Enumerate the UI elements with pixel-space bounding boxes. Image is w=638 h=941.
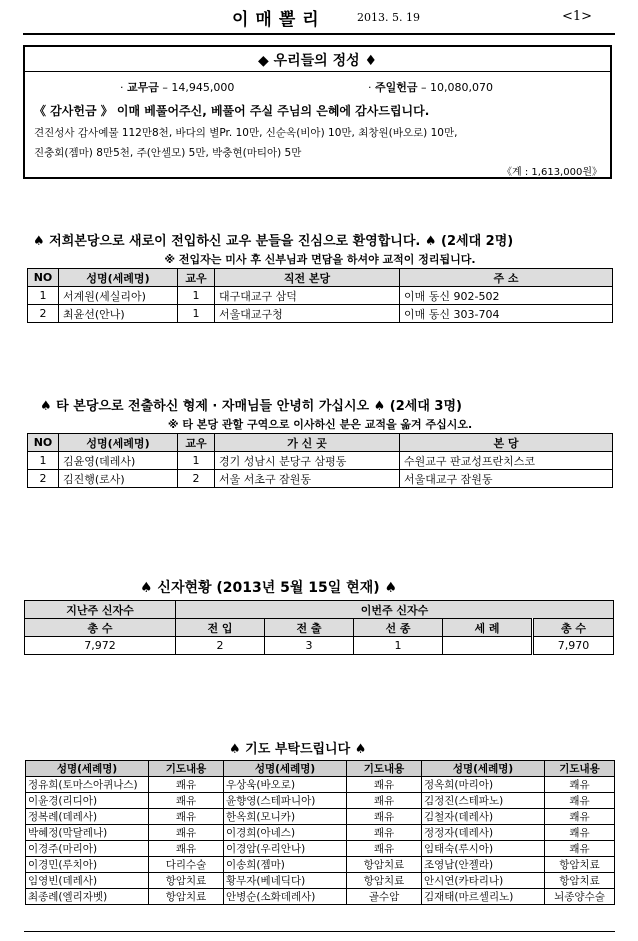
welcome-table xyxy=(27,268,613,323)
table-row xyxy=(28,452,613,470)
prayer-name: 이경암(우리안나) xyxy=(224,841,347,857)
row-destination: 경기 성남시 분당구 삼평동 xyxy=(215,452,400,470)
welcome-heading: ♠ 저희본당으로 새로이 전입하신 교우 분들을 진심으로 환영합니다. ♠ (2세대 2명) xyxy=(33,234,514,249)
table-row xyxy=(26,825,615,841)
issue-date: 2013. 5. 19 xyxy=(357,11,420,24)
prayer-request: 쾌유 xyxy=(347,825,422,841)
prayer-name: 안병순(소화데레사) xyxy=(224,889,347,905)
prayer-request: 쾌유 xyxy=(545,793,615,809)
row-count: 1 xyxy=(178,287,215,305)
row-prev-parish: 대구대교구 삼덕 xyxy=(215,287,400,305)
prayer-request: 항암치료 xyxy=(545,857,615,873)
last-week-label: 지난주 신자수 xyxy=(25,601,176,619)
row-no: 2 xyxy=(28,470,59,488)
dues-value: 14,945,000 xyxy=(171,81,235,94)
table-header-row xyxy=(28,434,613,452)
prayer-name: 정유희(토마스아퀴나스) xyxy=(26,777,149,793)
table-row xyxy=(26,873,615,889)
prayer-rows xyxy=(26,777,615,905)
welcome-note: ※ 전입자는 미사 후 신부님과 면담을 하셔야 교적이 정리됩니다. xyxy=(164,253,476,266)
prayer-name: 김재태(마르셀리노) xyxy=(422,889,545,905)
col-address: 주 소 xyxy=(400,269,613,287)
dues-label: 교무금 xyxy=(127,81,159,94)
prayer-request: 쾌유 xyxy=(149,841,224,857)
move-in-value: 2 xyxy=(176,637,265,655)
prayer-name: 정옥희(마리아) xyxy=(422,777,545,793)
prayer-heading: ♠ 기도 부탁드립니다 ♠ xyxy=(229,742,367,757)
prayer-request: 쾌유 xyxy=(545,777,615,793)
row-no: 1 xyxy=(28,452,59,470)
col-no: NO xyxy=(28,269,59,287)
header-divider xyxy=(23,33,615,35)
col-request-3: 기도내용 xyxy=(545,761,615,777)
prayer-request: 항암치료 xyxy=(149,889,224,905)
prayer-request: 쾌유 xyxy=(347,809,422,825)
table-row xyxy=(26,777,615,793)
prayer-name: 임영빈(데레사) xyxy=(26,873,149,889)
col-baptism: 세 례 xyxy=(443,619,533,637)
move-out-value: 3 xyxy=(265,637,354,655)
prayer-header-row xyxy=(26,761,615,777)
prayer-name: 박혜정(막달레나) xyxy=(26,825,149,841)
offering-box xyxy=(23,45,612,179)
prayer-request: 쾌유 xyxy=(545,809,615,825)
row-name: 서계원(세실리아) xyxy=(59,287,178,305)
row-name: 김윤영(데레사) xyxy=(59,452,178,470)
prayer-request: 쾌유 xyxy=(347,793,422,809)
sunday-label: 주일헌금 xyxy=(375,81,418,94)
this-total-value: 7,970 xyxy=(533,637,614,655)
row-count: 2 xyxy=(178,470,215,488)
prayer-name: 황무자(베네딕다) xyxy=(224,873,347,889)
thanks-total: 《계 : 1,613,000원》 xyxy=(502,167,602,178)
prayer-request: 쾌유 xyxy=(149,809,224,825)
col-move-in: 전 입 xyxy=(176,619,265,637)
believers-heading: ♠ 신자현황 (2013년 5월 15일 현재) ♠ xyxy=(140,580,398,596)
last-total-value: 7,972 xyxy=(25,637,176,655)
prayer-request: 쾌유 xyxy=(347,777,422,793)
sunday-value: 10,080,070 xyxy=(430,81,493,94)
prayer-name: 정복례(데레사) xyxy=(26,809,149,825)
row-prev-parish: 서울대교구청 xyxy=(215,305,400,323)
row-name: 김진행(로사) xyxy=(59,470,178,488)
col-no: NO xyxy=(28,434,59,452)
donors-line-1: 견진성사 감사예물 112만8천, 바다의 별Pr. 10만, 신순옥(비아) 10만, 최창원(바오로) 10만, xyxy=(34,127,458,139)
offering-total-dues: · 교무금 – 14,945,000 xyxy=(120,81,235,94)
offering-divider xyxy=(25,71,610,72)
prayer-request: 쾌유 xyxy=(545,825,615,841)
believers-value-row xyxy=(25,637,614,655)
col-move-out: 전 출 xyxy=(265,619,354,637)
prayer-name: 김정진(스테파노) xyxy=(422,793,545,809)
prayer-name: 우상욱(바오로) xyxy=(224,777,347,793)
col-parish: 본 당 xyxy=(400,434,613,452)
row-no: 1 xyxy=(28,287,59,305)
believers-header-row xyxy=(25,601,614,619)
prayer-request: 골수암 xyxy=(347,889,422,905)
row-address: 이매 동신 303-704 xyxy=(400,305,613,323)
col-name: 성명(세례명) xyxy=(59,434,178,452)
bottom-divider xyxy=(24,931,615,932)
prayer-request: 뇌종양수술 xyxy=(545,889,615,905)
table-row xyxy=(28,305,613,323)
row-parish: 수원교구 판교성프란치스코 xyxy=(400,452,613,470)
col-name-2: 성명(세례명) xyxy=(224,761,347,777)
col-destination: 가 신 곳 xyxy=(215,434,400,452)
this-total-label: 총 수 xyxy=(533,619,614,637)
newsletter-title: 이매뽈리 xyxy=(232,10,326,30)
prayer-request: 쾌유 xyxy=(347,841,422,857)
table-row xyxy=(26,857,615,873)
prayer-name: 정정자(데레사) xyxy=(422,825,545,841)
prayer-request: 쾌유 xyxy=(149,825,224,841)
farewell-heading: ♠ 타 본당으로 전출하신 형제 · 자매님들 안녕히 가십시오 ♠ (2세대 3명) xyxy=(40,399,462,414)
prayer-request: 항암치료 xyxy=(347,857,422,873)
prayer-request: 다리수술 xyxy=(149,857,224,873)
row-count: 1 xyxy=(178,452,215,470)
page-number: <1> xyxy=(562,9,593,24)
prayer-name: 이경민(루치아) xyxy=(26,857,149,873)
offering-total-sunday: · 주일헌금 – 10,080,070 xyxy=(368,81,493,94)
prayer-name: 조영남(안젤라) xyxy=(422,857,545,873)
table-row xyxy=(28,470,613,488)
prayer-name: 한옥희(모니카) xyxy=(224,809,347,825)
table-row xyxy=(26,889,615,905)
prayer-name: 윤향영(스테파니아) xyxy=(224,793,347,809)
row-no: 2 xyxy=(28,305,59,323)
farewell-table xyxy=(27,433,613,488)
prayer-name: 안시연(카타리나) xyxy=(422,873,545,889)
last-total-label: 총 수 xyxy=(25,619,176,637)
prayer-name: 이송희(젬마) xyxy=(224,857,347,873)
farewell-note: ※ 타 본당 관할 구역으로 이사하신 분은 교적을 옮겨 주십시오. xyxy=(167,418,473,431)
prayer-request: 쾌유 xyxy=(545,841,615,857)
prayer-request: 항암치료 xyxy=(545,873,615,889)
col-request-2: 기도내용 xyxy=(347,761,422,777)
col-name-3: 성명(세례명) xyxy=(422,761,545,777)
table-row xyxy=(28,287,613,305)
prayer-name: 이윤경(리디아) xyxy=(26,793,149,809)
donors-line-2: 진충회(젬마) 8만5천, 주(안셀모) 5만, 박충현(마티아) 5만 xyxy=(34,147,302,159)
prayer-request: 항암치료 xyxy=(347,873,422,889)
baptism-value xyxy=(443,637,533,655)
prayer-request: 항암치료 xyxy=(149,873,224,889)
prayer-name: 김철자(데레사) xyxy=(422,809,545,825)
col-prev-parish: 직전 본당 xyxy=(215,269,400,287)
prayer-request: 쾌유 xyxy=(149,793,224,809)
col-count: 교우 xyxy=(178,434,215,452)
col-request-1: 기도내용 xyxy=(149,761,224,777)
prayer-table xyxy=(25,760,615,905)
this-week-label: 이번주 신자수 xyxy=(176,601,614,619)
believers-subheader-row xyxy=(25,619,614,637)
offering-title: ◆ 우리들의 정성 ♦ xyxy=(257,53,378,69)
row-name: 최윤선(안나) xyxy=(59,305,178,323)
table-row xyxy=(26,809,615,825)
row-count: 1 xyxy=(178,305,215,323)
col-name-1: 성명(세례명) xyxy=(26,761,149,777)
row-parish: 서울대교구 잠원동 xyxy=(400,470,613,488)
thanks-heading: 《 감사헌금 》 이매 베풀어주신, 베풀어 주실 주님의 은혜에 감사드립니다. xyxy=(34,104,430,118)
prayer-request: 쾌유 xyxy=(149,777,224,793)
prayer-name: 최종례(엘리자벳) xyxy=(26,889,149,905)
table-row xyxy=(26,793,615,809)
row-destination: 서울 서초구 잠원동 xyxy=(215,470,400,488)
prayer-name: 이경희(아네스) xyxy=(224,825,347,841)
col-name: 성명(세례명) xyxy=(59,269,178,287)
table-header-row xyxy=(28,269,613,287)
row-address: 이매 동신 902-502 xyxy=(400,287,613,305)
believers-table xyxy=(24,600,614,655)
deceased-value: 1 xyxy=(354,637,443,655)
table-row xyxy=(26,841,615,857)
col-count: 교우 xyxy=(178,269,215,287)
col-deceased: 선 종 xyxy=(354,619,443,637)
prayer-name: 이경주(마리아) xyxy=(26,841,149,857)
prayer-name: 임태숙(루시아) xyxy=(422,841,545,857)
